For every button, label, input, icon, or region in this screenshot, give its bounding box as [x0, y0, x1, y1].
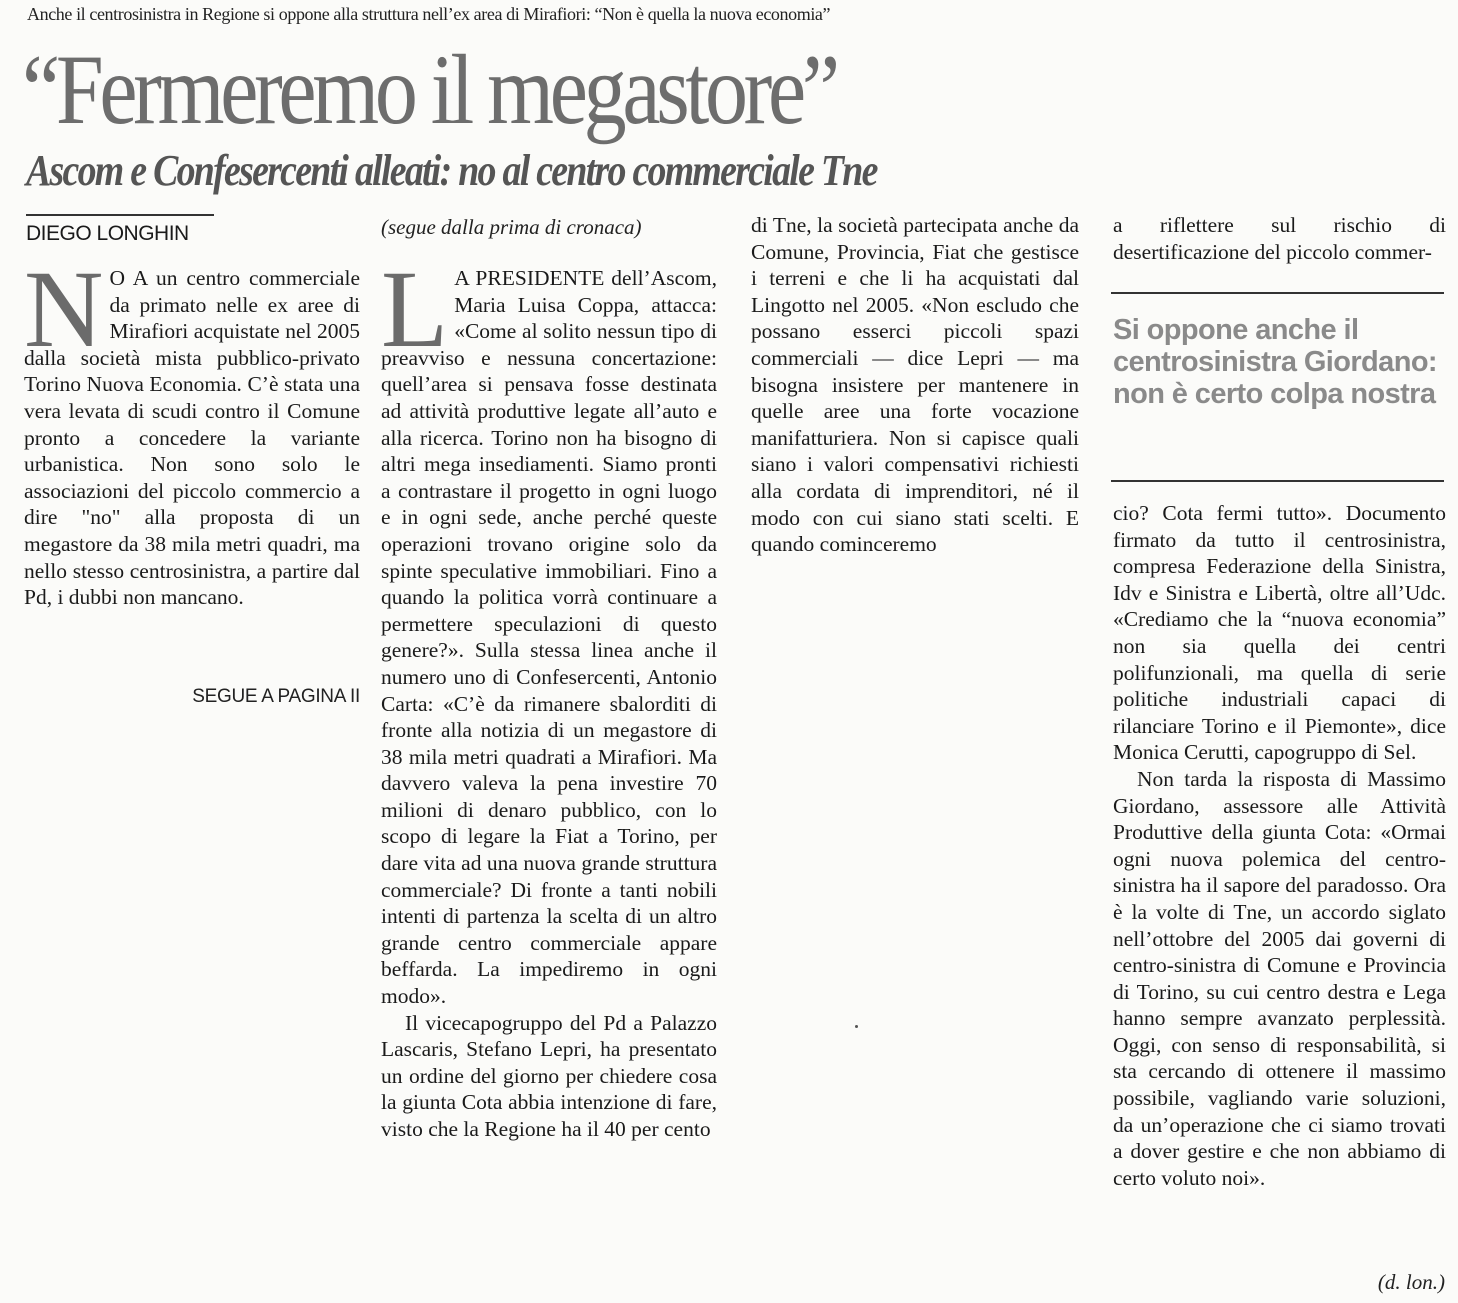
- lead-dropcap: N: [24, 248, 104, 370]
- sidebar-body: [1113, 500, 1446, 1191]
- sidebar-paragraph-1: cio? Cota fermi tutto». Documento firmato da tutto il centrosinistra, compresa Federazione della Sinistra, Idv e Sinistra e Libertà, oltre all’Udc. «Crediamo che la “nuova economia” non sia quella dei centri polifunzionali, ma quella di serie politiche industriali capaci di rilanciare Torino e il Piemonte», dice Monica Cerutti, capogruppo di Sel.: [1113, 501, 1446, 765]
- byline: DIEGO LONGHIN: [26, 222, 189, 245]
- lead-column: [24, 248, 360, 611]
- article-paragraph-2: Il vicecapogruppo del Pd a Palazzo Lascaris, Stefano Lepri, ha presentato un ordine del giorno per chiedere cosa la giunta Cota abbia intenzione di fare, visto che la Regione ha il 40 per cento: [381, 1010, 717, 1141]
- continued-from: (segue dalla prima di cronaca): [381, 215, 642, 239]
- article-paragraph-4: a riflettere sul rischio di desertificazione del piccolo commer-: [1113, 213, 1446, 264]
- article-column-3: [751, 212, 1079, 558]
- sidebar-rule-bottom: [1111, 480, 1444, 482]
- article-paragraph-1-text: A PRESIDENTE dell’Ascom, Maria Luisa Coppa, attacca: «Come al solito nessun tipo di preavviso e nessuna concertazione: quell’area si pensava fosse destinata ad attività produttive legate all’auto e alla ricerca. Torino non ha bisogno di altri mega insediamenti. Siamo pronti a contrastare il progetto in ogni luogo e in ogni sede, anche perché queste operazioni trovano origine solo da spinte speculative immobiliari. Fino a quando la politica vorrà continuare a permettere speculazioni di questo genere?». Sulla stessa linea anche il numero uno di Confesercenti, Antonio Carta: «C’è da rimanere sbalorditi di fronte alla notizia di un megastore di 38 mila metri quadrati a Mirafiori. Ma davvero valeva la pena investire 70 milioni di denaro pubblico, con lo scopo di legare la Fiat a Torino, per dare vita ad una nuova grande struttura commerciale? Di fronte a tanti nobili intenti di partenza la scelta di un altro grande centro commerciale appare beffarda. La impediremo in ogni modo».: [381, 266, 717, 1009]
- lead-body: O A un centro commerciale da primato nelle ex aree di Mirafiori acquistate nel 2005 dalla società mista pubblico-privato Torino Nuova Economia. C’è stata una vera levata di scudi contro il Comune pronto a concedere la variante urbanistica. Non sono solo le associazioni del piccolo commercio a dire "no" alla proposta di un megastore da 38 mila metri quadri, ma nello stesso centrosinistra, a partire dal Pd, i dubbi non mancano.: [24, 266, 360, 610]
- signature: (d. lon.): [1377, 1270, 1445, 1294]
- sidebar-paragraph-2: Non tarda la risposta di Massimo Giordano, assessore alle Attività Produttive della giunta Cota: «Ormai ogni nuova polemica del centro-sinistra ha il sapore del paradosso. Ora è la volte di Tne, un accordo siglato nell’ottobre del 2005 dai governi di centro-sinistra di Comune e Provincia di Torino, su cui centro destra e Lega hanno sempre avanzato perplessità. Oggi, con senso di responsabilità, si sta cercando di ottenere il massimo possibile, vagliando varie soluzioni, da un’operazione che ci siamo trovati a dover gestire e che non abbiamo di certo voluto noi».: [1113, 766, 1446, 1190]
- article-column-4-top: [1113, 212, 1446, 265]
- scan-speck: [855, 1025, 858, 1028]
- sidebar-rule-top: [1111, 292, 1444, 294]
- subheadline: Ascom e Confesercenti alleati: no al centro commerciale Tne: [26, 146, 877, 195]
- byline-rule: [26, 214, 214, 216]
- article-dropcap: L: [381, 248, 449, 370]
- sidebar-title: Si oppone anche il centrosinistra Giordano: non è certo colpa nostra: [1113, 314, 1437, 410]
- kicker: Anche il centrosinistra in Regione si oppone alla struttura nell’ex area di Mirafiori: “Non è quella la nuova economia”: [27, 4, 831, 24]
- article-column-2: [381, 248, 717, 1143]
- headline: “Fermeremo il megastore”: [22, 34, 836, 145]
- jump-line: SEGUE A PAGINA II: [192, 686, 360, 707]
- article-paragraph-1: [381, 248, 717, 1010]
- article-paragraph-3: di Tne, la società partecipata anche da Comune, Provincia, Fiat che gestisce i terreni e che li ha acquistati dal Lingotto nel 2005. «Non escludo che possano esserci piccoli spazi commerciali — dice Lepri — ma bisogna insistere per mantenere in quelle aree una forte vocazione manifatturiera. Non si capisce quali siano i valori compensativi richiesti alla cordata di imprenditori, né il modo con cui siano stati scelti. E quando cominceremo: [751, 213, 1079, 557]
